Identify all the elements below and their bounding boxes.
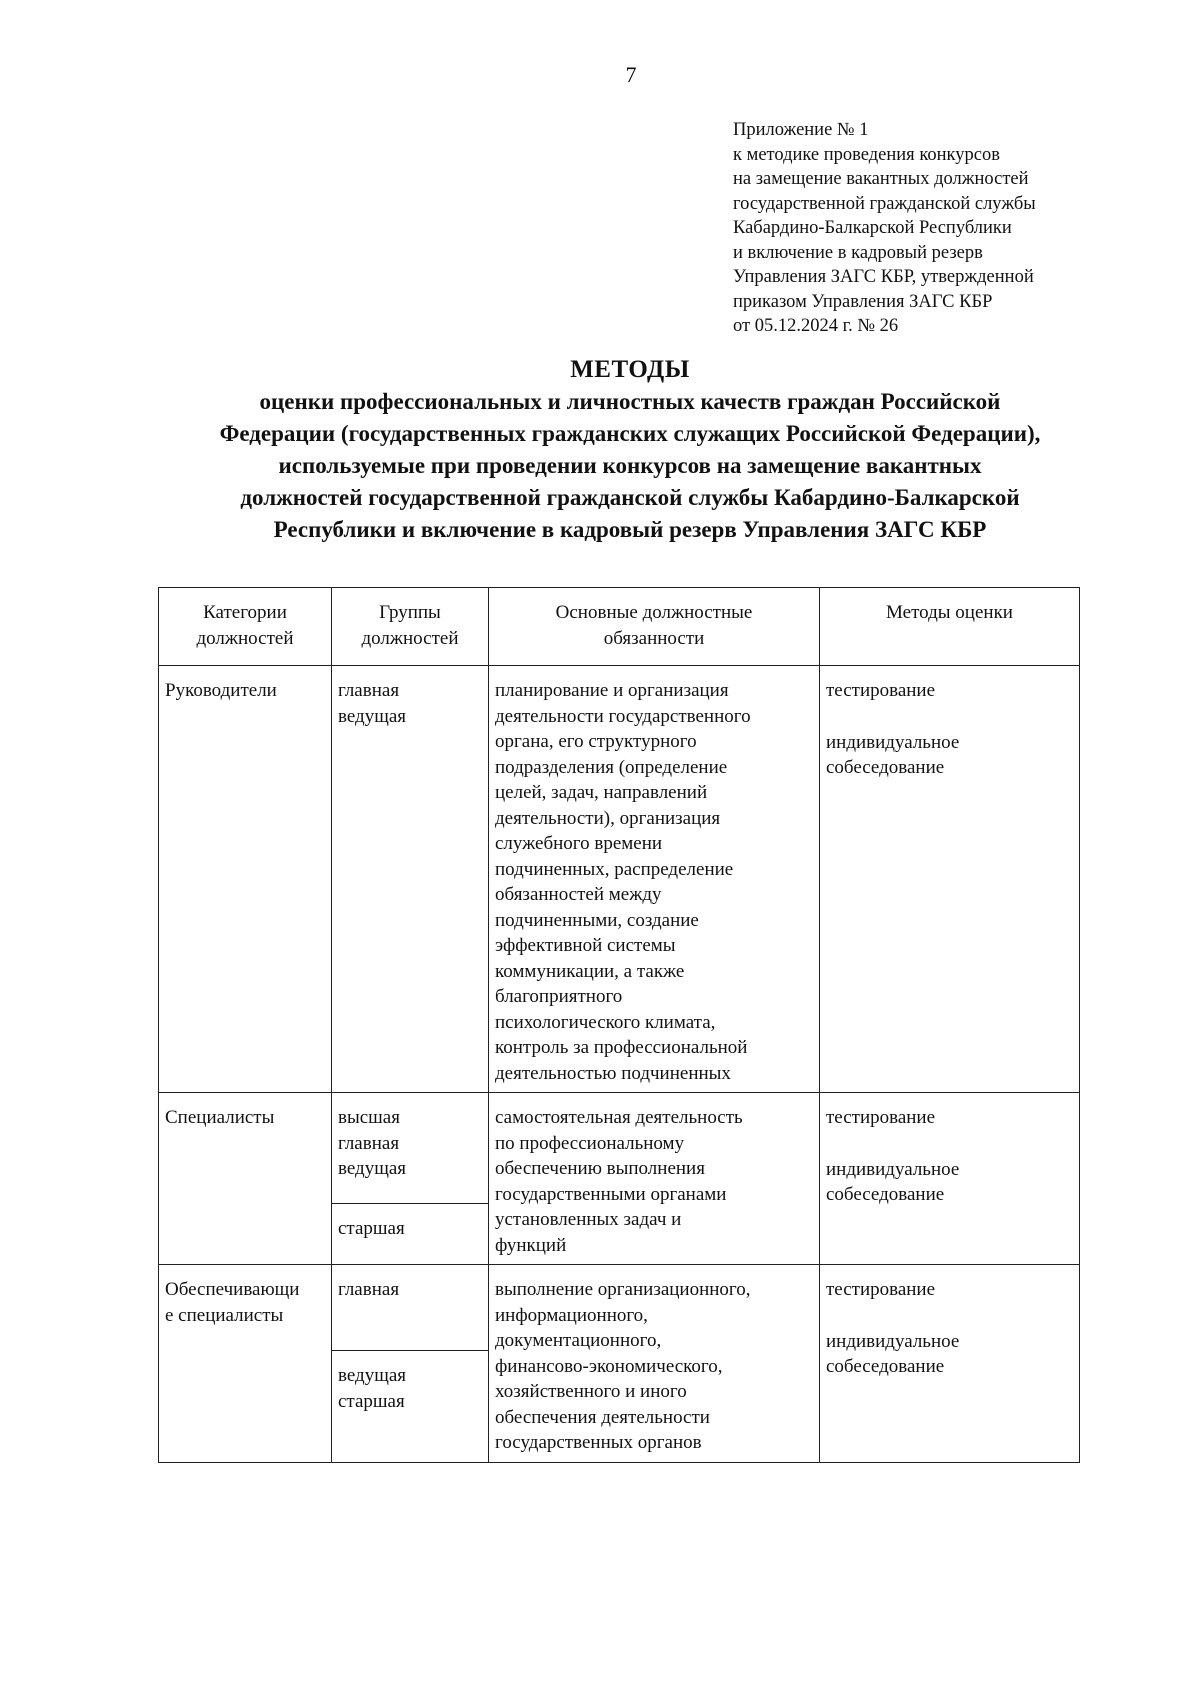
header-category: Категории должностей [159,588,332,666]
table-header-row [159,588,1080,666]
cell-methods [820,1093,1080,1265]
cell-methods [820,666,1080,1093]
cell-group: ведущая старшая [332,1351,489,1463]
method-interview: индивидуальное собеседование [826,1158,960,1205]
table-row [159,1265,1080,1351]
appendix-line: к методике проведения конкурсов [733,144,1000,165]
appendix-line: и включение в кадровый резерв [733,242,983,263]
title-line: должностей государственной гражданской службы Кабардино-Балкарской [240,485,1020,510]
method-interview: индивидуальное собеседование [826,1330,960,1377]
title-line: Республики и включение в кадровый резерв Управления ЗАГС КБР [273,517,987,542]
appendix-line: Приложение № 1 [733,120,869,140]
methods-table [158,587,1080,1463]
header-methods: Методы оценки [820,588,1080,666]
cell-duties: выполнение организационного, информационного, документационного, финансово-экономического, хозяйственного и иного обеспечения деятельности государственных органов [489,1265,820,1463]
appendix-line: от 05.12.2024 г. № 26 [733,316,899,336]
cell-duties: самостоятельная деятельность по профессиональному обеспечению выполнения государственными органами установленных задач и функций [489,1093,820,1265]
table-row [159,666,1080,1093]
cell-duties: планирование и организация деятельности государственного органа, его структурного подразделения (определение целей, задач, направлений деятельности), организация служебного времени подчиненных, распределение обязанностей между подчиненными, создание эффективной системы коммуникации, а также благоприятного психологического климата, контроль за профессиональной деятельностью подчиненных [489,666,820,1093]
appendix-reference [733,118,1173,339]
cell-category: Обеспечивающи е специалисты [159,1265,332,1463]
appendix-line: приказом Управления ЗАГС КБР [733,291,993,312]
title-line: Федерации (государственных гражданских служащих Российской Федерации), [219,421,1041,446]
title-main: МЕТОДЫ [570,356,690,383]
cell-group: главная ведущая [332,666,489,1093]
cell-group: старшая [332,1204,489,1265]
appendix-line: государственной гражданской службы [733,193,1036,214]
appendix-line: на замещение вакантных должностей [733,169,1029,189]
title-line: используемые при проведении конкурсов на замещение вакантных [278,453,982,478]
title-line: оценки профессиональных и личностных качеств граждан Российской [259,389,1001,414]
header-group: Группы должностей [332,588,489,666]
page-number: 7 [625,62,637,87]
cell-group: главная [332,1265,489,1351]
appendix-line: Управления ЗАГС КБР, утвержденной [733,267,1034,287]
cell-category: Руководители [159,666,332,1093]
table-row [159,1093,1080,1204]
cell-group: высшая главная ведущая [332,1093,489,1204]
appendix-line: Кабардино-Балкарской Республики [733,218,1012,238]
method-testing: тестирование [826,1107,936,1128]
header-duties: Основные должностные обязанности [489,588,820,666]
method-testing: тестирование [826,680,936,701]
method-testing: тестирование [826,1279,936,1300]
document-title [140,354,1120,546]
method-interview: индивидуальное собеседование [826,731,960,778]
cell-category: Специалисты [159,1093,332,1265]
cell-methods [820,1265,1080,1463]
